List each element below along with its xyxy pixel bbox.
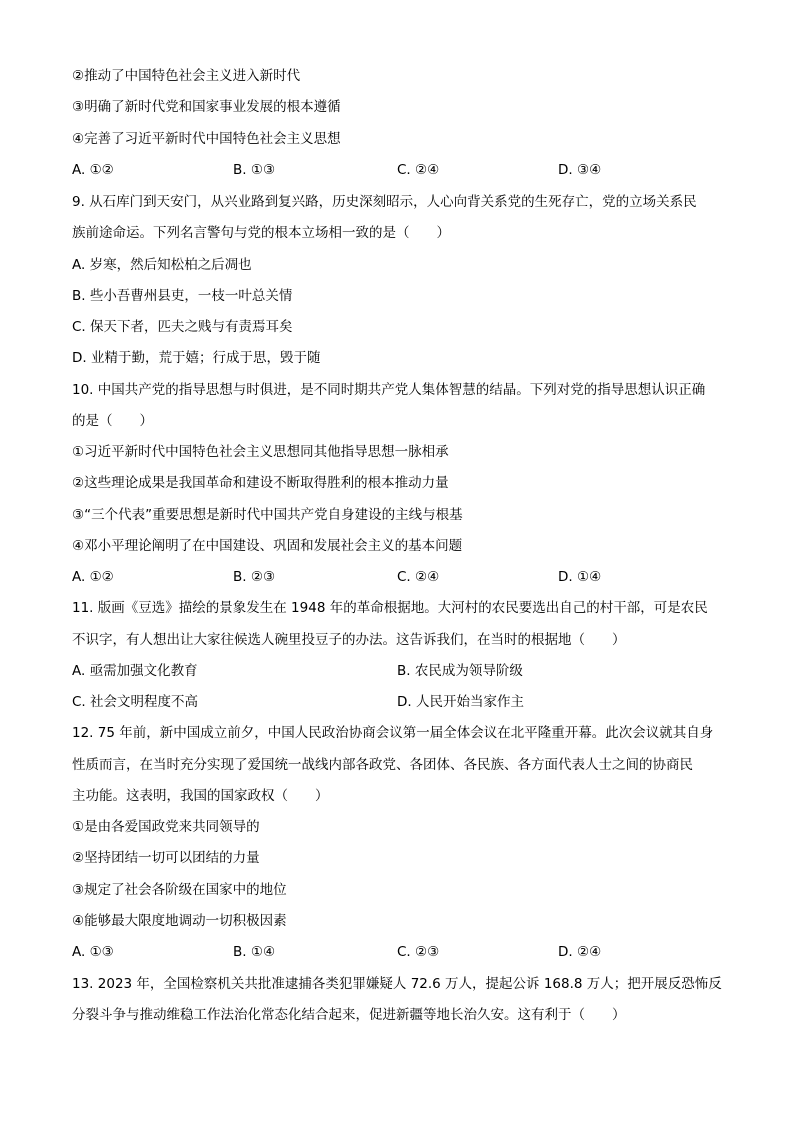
q8-option-c: C. ②④ [397,162,440,178]
q8-statement-2: ②推动了中国特色社会主义进入新时代 [72,68,301,84]
q8-statement-3: ③明确了新时代党和国家事业发展的根本遵循 [72,99,341,115]
q12-option-d: D. ②④ [558,944,602,960]
q11-option-c: C. 社会文明程度不高 [72,694,199,710]
q9-stem-line-2: 族前途命运。下列名言警句与党的根本立场相一致的是（ ） [72,225,450,241]
q10-option-b: B. ②③ [233,569,276,585]
q8-option-b: B. ①③ [233,162,276,178]
q8-option-a: A. ①② [72,162,114,178]
q11-option-d: D. 人民开始当家作主 [397,694,524,710]
q10-stem-line-2: 的是（ ） [72,413,153,429]
q12-stem-line-2: 性质而言，在当时充分实现了爱国统一战线内部各政党、各团体、各民族、各方面代表人士之间的协商民 [72,757,693,773]
q10-option-c: C. ②④ [397,569,440,585]
q10-statement-3: ③“三个代表”重要思想是新时代中国共产党自身建设的主线与根基 [72,507,463,523]
q12-statement-2: ②坚持团结一切可以团结的力量 [72,850,260,866]
q10-option-d: D. ①④ [558,569,602,585]
q10-statement-1: ①习近平新时代中国特色社会主义思想同其他指导思想一脉相承 [72,444,449,460]
q13-stem-line-1: 13. 2023 年，全国检察机关共批准逮捕各类犯罪嫌疑人 72.6 万人，提起公诉 168.8 万人；把开展反恐怖反 [72,976,722,992]
q12-statement-1: ①是由各爱国政党来共同领导的 [72,819,260,835]
q12-statement-3: ③规定了社会各阶级在国家中的地位 [72,882,287,898]
q11-stem-line-2: 不识字，有人想出让大家往候选人碗里投豆子的办法。这告诉我们，在当时的根据地（ ） [72,632,626,648]
q12-stem-line-1: 12. 75 年前，新中国成立前夕，中国人民政治协商会议第一届全体会议在北平隆重开幕。此次会议就其自身 [72,725,714,741]
q12-option-a: A. ①③ [72,944,114,960]
q11-option-a: A. 亟需加强文化教育 [72,663,198,679]
q9-option-d: D. 业精于勤，荒于嬉；行成于思，毁于随 [72,350,321,366]
q9-option-a: A. 岁寒，然后知松柏之后凋也 [72,257,252,273]
q11-option-b: B. 农民成为领导阶级 [397,663,523,679]
q13-stem-line-2: 分裂斗争与推动维稳工作法治化常态化结合起来，促进新疆等地长治久安。这有利于（ ） [72,1007,626,1023]
q12-option-b: B. ①④ [233,944,276,960]
q9-option-c: C. 保天下者，匹夫之贱与有责焉耳矣 [72,319,293,335]
q12-stem-line-3: 主功能。这表明，我国的国家政权（ ） [72,788,329,804]
q11-stem-line-1: 11. 版画《豆选》描绘的景象发生在 1948 年的革命根据地。大河村的农民要选出自己的村干部，可是农民 [72,600,708,616]
q10-option-a: A. ①② [72,569,114,585]
q10-statement-2: ②这些理论成果是我国革命和建设不断取得胜利的根本推动力量 [72,475,449,491]
q12-statement-4: ④能够最大限度地调动一切积极因素 [72,913,287,929]
q12-option-c: C. ②③ [397,944,440,960]
q10-statement-4: ④邓小平理论阐明了在中国建设、巩固和发展社会主义的基本问题 [72,538,463,554]
q8-statement-4: ④完善了习近平新时代中国特色社会主义思想 [72,131,341,147]
q9-stem-line-1: 9. 从石库门到天安门，从兴业路到复兴路，历史深刻昭示，人心向背关系党的生死存亡，党的立场关系民 [72,194,697,210]
q9-option-b: B. 些小吾曹州县吏，一枝一叶总关情 [72,288,293,304]
q8-option-d: D. ③④ [558,162,602,178]
q10-stem-line-1: 10. 中国共产党的指导思想与时俱进，是不同时期共产党人集体智慧的结晶。下列对党的指导思想认识正确 [72,382,706,398]
